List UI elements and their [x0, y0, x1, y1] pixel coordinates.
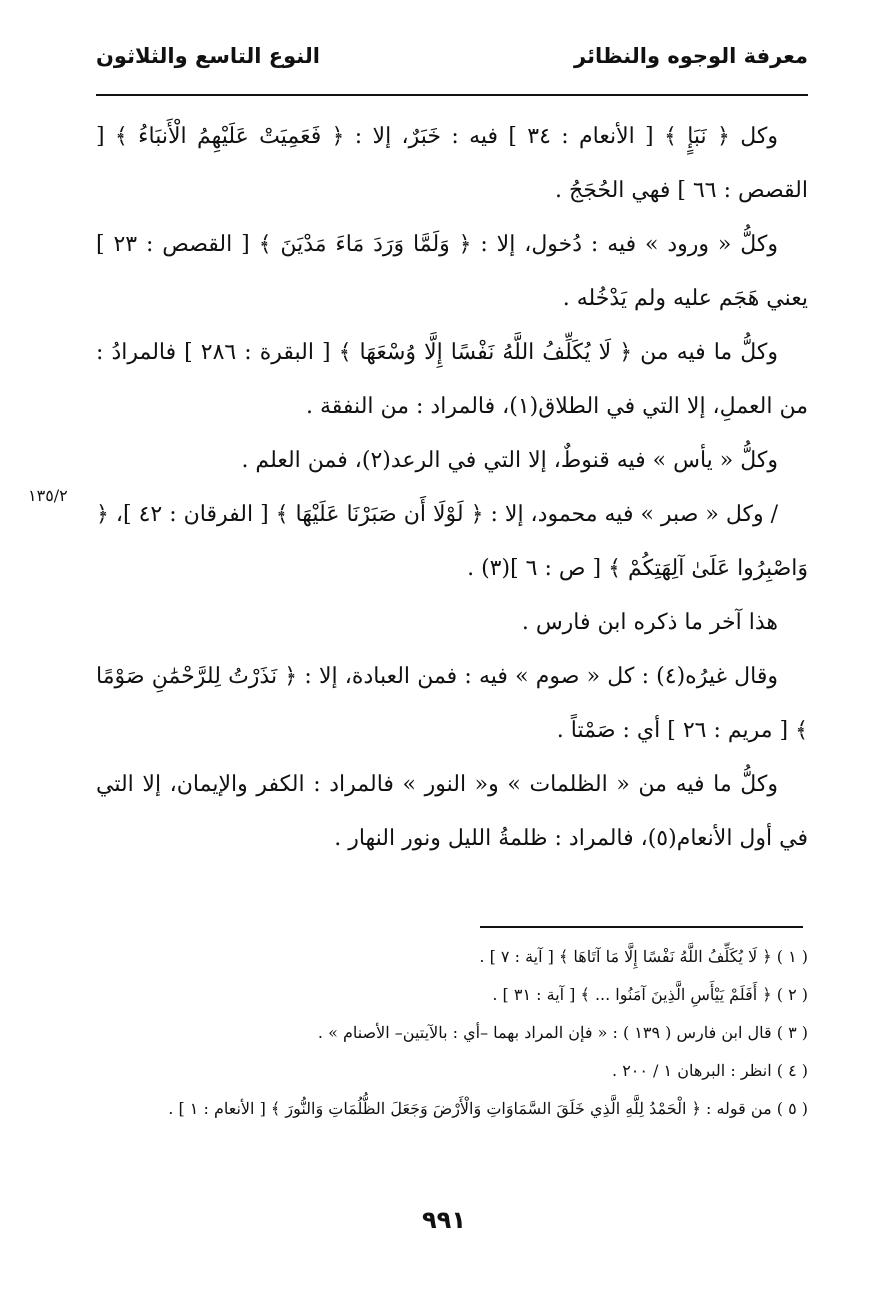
footnote: ( ٤ ) انظر : البرهان ١ / ٢٠٠ .	[612, 1061, 808, 1080]
paragraph: وكلُّ « ورود » فيه : دُخول، إلا : ﴿ وَلَمَّا وَرَدَ مَاءَ مَدْيَنَ ﴾ [ القصص : ٢٣ ] يعني هَجَم عليه ولم يَدْخُله .	[96, 232, 808, 311]
footnote-rule	[480, 926, 803, 928]
footnotes	[140, 938, 808, 1128]
paragraph: وقال غيرُه(٤) : كل « صوم » فيه : فمن العبادة، إلا : ﴿ نَذَرْتُ لِلرَّحْمَٰنِ صَوْمًا ﴾ [ مريم : ٢٦ ] أي : صَمْتاً .	[96, 664, 808, 743]
footnote: ( ٥ ) من قوله : ﴿ الْحَمْدُ لِلَّهِ الَّذِي خَلَقَ السَّمَاوَاتِ وَالْأَرْضَ وَجَعَلَ الظُّلُمَاتِ وَالنُّورَ ﴾ [ الأنعام : ١ ] .	[168, 1099, 808, 1118]
paragraph: وكل ﴿ نَبَإٍ ﴾ [ الأنعام : ٣٤ ] فيه : خَبَرٌ، إلا : ﴿ فَعَمِيَتْ عَلَيْهِمُ الْأَنبَاءُ ﴾ [ القصص : ٦٦ ] فهي الحُجَجُ .	[96, 124, 808, 203]
footnote: ( ١ ) ﴿ لَا يُكَلِّفُ اللَّهُ نَفْسًا إِلَّا مَا آتَاهَا ﴾ [ آية : ٧ ] .	[479, 947, 808, 966]
header-rule	[96, 94, 808, 96]
margin-page-reference: ١٣٥/٢	[28, 486, 68, 505]
running-header	[96, 44, 808, 68]
paragraph: وكلُّ ما فيه من « الظلمات » و« النور » فالمراد : الكفر والإيمان، إلا التي في أول الأنعام(٥)، فالمراد : ظلمةُ الليل ونور النهار .	[96, 772, 808, 851]
page-number: ٩٩١	[422, 1206, 466, 1234]
section-title: معرفة الوجوه والنظائر	[574, 44, 808, 68]
footnote: ( ٢ ) ﴿ أَفَلَمْ يَيْأَسِ الَّذِينَ آمَنُوا ... ﴾ [ آية : ٣١ ] .	[492, 985, 808, 1004]
paragraph: هذا آخر ما ذكره ابن فارس .	[521, 610, 778, 635]
paragraph: / وكل « صبر » فيه محمود، إلا : ﴿ لَوْلَا أَن صَبَرْنَا عَلَيْهَا ﴾ [ الفرقان : ٤٢ ]، ﴿ وَاصْبِرُوا عَلَىٰ آلِهَتِكُمْ ﴾ [ ص : ٦ ](٣) .	[96, 502, 808, 581]
paragraph: وكلُّ « يأس » فيه قنوطٌ، إلا التي في الرعد(٢)، فمن العلم .	[241, 448, 778, 473]
chapter-title: النوع التاسع والثلاثون	[96, 44, 320, 68]
paragraph: وكلُّ ما فيه من ﴿ لَا يُكَلِّفُ اللَّهُ نَفْسًا إِلَّا وُسْعَهَا ﴾ [ البقرة : ٢٨٦ ] فالمرادُ : من العملِ، إلا التي في الطلاق(١)، فالمراد : من النفقة .	[96, 340, 808, 419]
footnote: ( ٣ ) قال ابن فارس ( ١٣٩ ) : « فإن المراد بهما –أي : بالآيتين– الأصنام » .	[317, 1023, 808, 1042]
main-text	[96, 110, 808, 866]
